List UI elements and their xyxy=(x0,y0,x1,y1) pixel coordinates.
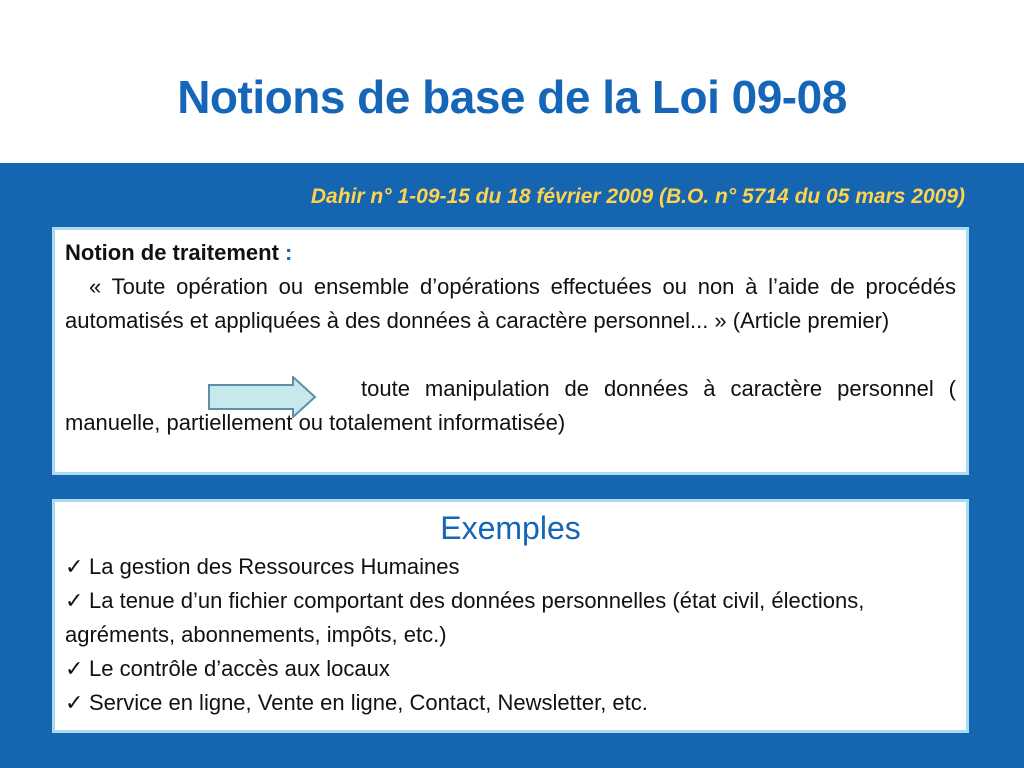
spacer xyxy=(65,338,956,372)
definition-heading-line xyxy=(65,236,956,270)
example-item xyxy=(65,584,915,652)
example-item xyxy=(65,686,956,720)
definition-explanation: toute manipulation de données à caractère personnel ( manuelle, partiellement ou totalement informatisée) xyxy=(65,376,956,435)
example-text: Le contrôle d’accès aux locaux xyxy=(89,656,390,681)
definition-box xyxy=(52,227,969,475)
legal-reference-text: Dahir n° 1-09-15 du 18 février 2009 (B.O. n° 5714 du 05 mars 2009) xyxy=(310,185,965,208)
definition-heading: Notion de traitement xyxy=(65,240,279,265)
example-text: Service en ligne, Vente en ligne, Contact, Newsletter, etc. xyxy=(89,690,648,715)
check-icon: ✓ xyxy=(65,554,84,579)
check-icon: ✓ xyxy=(65,588,84,613)
definition-quote: « Toute opération ou ensemble d’opérations effectuées ou non à l’aide de procédés automatisés et appliquées à des données à caractère personnel... » (Article premier) xyxy=(65,274,956,333)
examples-title: Exemples xyxy=(440,510,581,546)
content-panel xyxy=(0,163,1024,768)
example-text: La tenue d’un fichier comportant des données personnelles (état civil, élections, agréments, abonnements, impôts, etc.) xyxy=(65,588,865,647)
examples-box xyxy=(52,499,969,733)
right-arrow-icon xyxy=(207,376,317,418)
example-item xyxy=(65,652,956,686)
definition-colon: : xyxy=(285,240,293,265)
check-icon: ✓ xyxy=(65,656,84,681)
example-text: La gestion des Ressources Humaines xyxy=(89,554,460,579)
check-icon: ✓ xyxy=(65,690,84,715)
legal-reference xyxy=(0,185,1020,209)
example-item xyxy=(65,550,956,584)
slide-title: Notions de base de la Loi 09-08 xyxy=(177,71,847,123)
